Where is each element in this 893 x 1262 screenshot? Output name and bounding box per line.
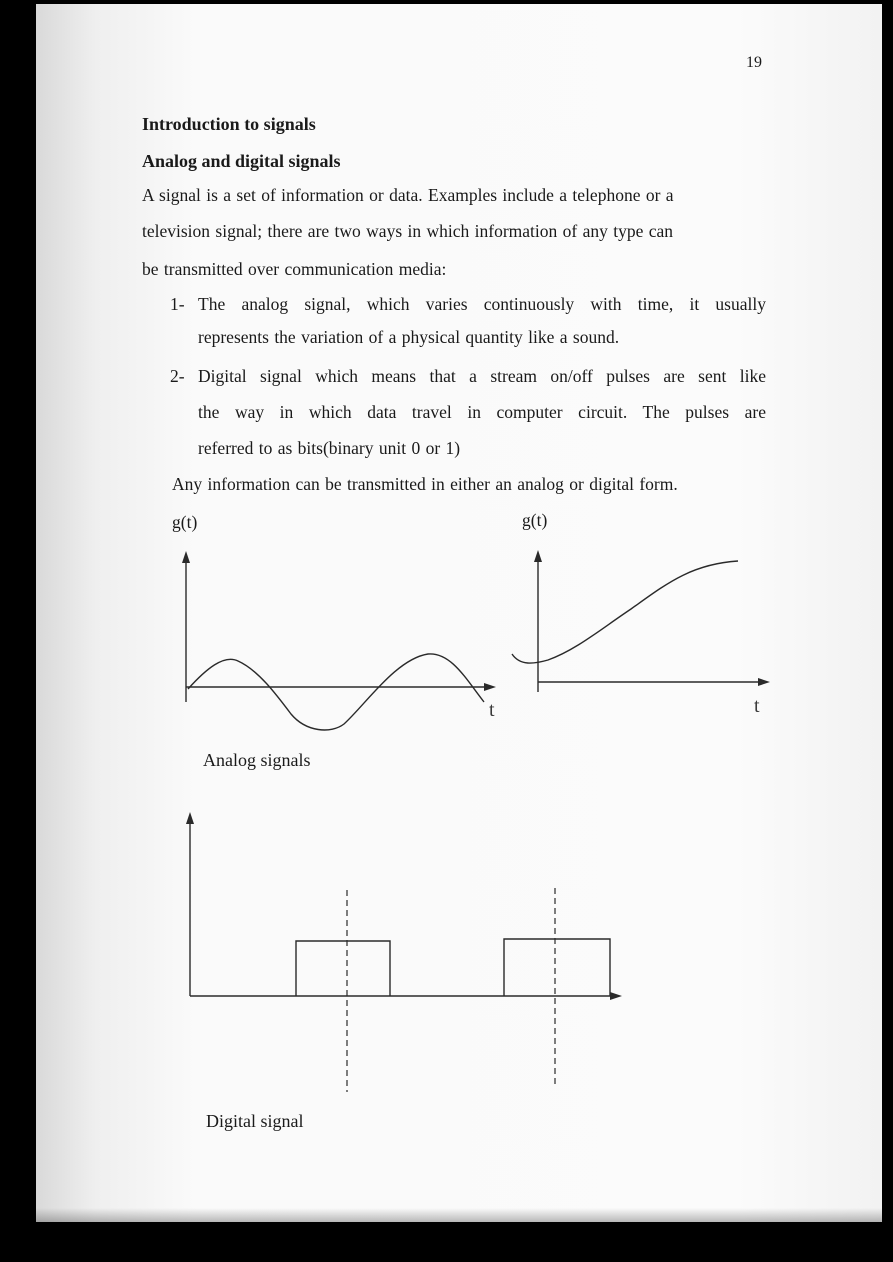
pulse-2 xyxy=(504,939,610,996)
y-axis-arrow xyxy=(186,812,194,824)
list-item-line: The analog signal, which varies continuously with time, it usually xyxy=(198,294,766,314)
x-axis-arrow xyxy=(610,992,622,1000)
paragraph-line: television signal; there are two ways in which information of any type can xyxy=(142,221,674,241)
y-axis-arrow xyxy=(534,550,542,562)
analog-rising-graph xyxy=(506,544,786,734)
rising-curve xyxy=(512,561,738,663)
closing-sentence: Any information can be transmitted in either an analog or digital form. xyxy=(172,474,678,494)
list-item-number: 1- xyxy=(170,294,185,314)
analog-left-y-label: g(t) xyxy=(172,512,198,532)
list-item-line: Digital signal which means that a stream on/off pulses are sent like xyxy=(198,366,766,386)
list-item-number: 2- xyxy=(170,366,185,386)
list-item-line: represents the variation of a physical quantity like a sound. xyxy=(198,327,620,347)
sine-curve xyxy=(188,654,484,730)
digital-caption: Digital signal xyxy=(206,1111,304,1131)
digital-pulse-graph xyxy=(166,804,636,1104)
list-item-line: referred to as bits(binary unit 0 or 1) xyxy=(198,438,461,458)
x-axis-label: t xyxy=(754,695,760,717)
document-page xyxy=(36,4,882,1222)
list-item-line: the way in which data travel in computer circuit. The pulses are xyxy=(198,402,766,422)
analog-sine-graph xyxy=(166,544,516,744)
page-number: 19 xyxy=(746,54,762,71)
pulse-1 xyxy=(296,941,390,996)
y-axis-arrow xyxy=(182,551,190,563)
paragraph-line: A signal is a set of information or data. Examples include a telephone or a xyxy=(142,185,674,205)
x-axis-arrow xyxy=(484,683,496,691)
section-title: Introduction to signals xyxy=(142,114,316,134)
section-subtitle: Analog and digital signals xyxy=(142,151,341,171)
x-axis-label: t xyxy=(489,699,495,721)
scan-shadow xyxy=(36,1208,882,1222)
analog-caption: Analog signals xyxy=(203,750,311,770)
x-axis-arrow xyxy=(758,678,770,686)
paragraph-line: be transmitted over communication media: xyxy=(142,259,447,279)
analog-right-y-label: g(t) xyxy=(522,510,548,530)
